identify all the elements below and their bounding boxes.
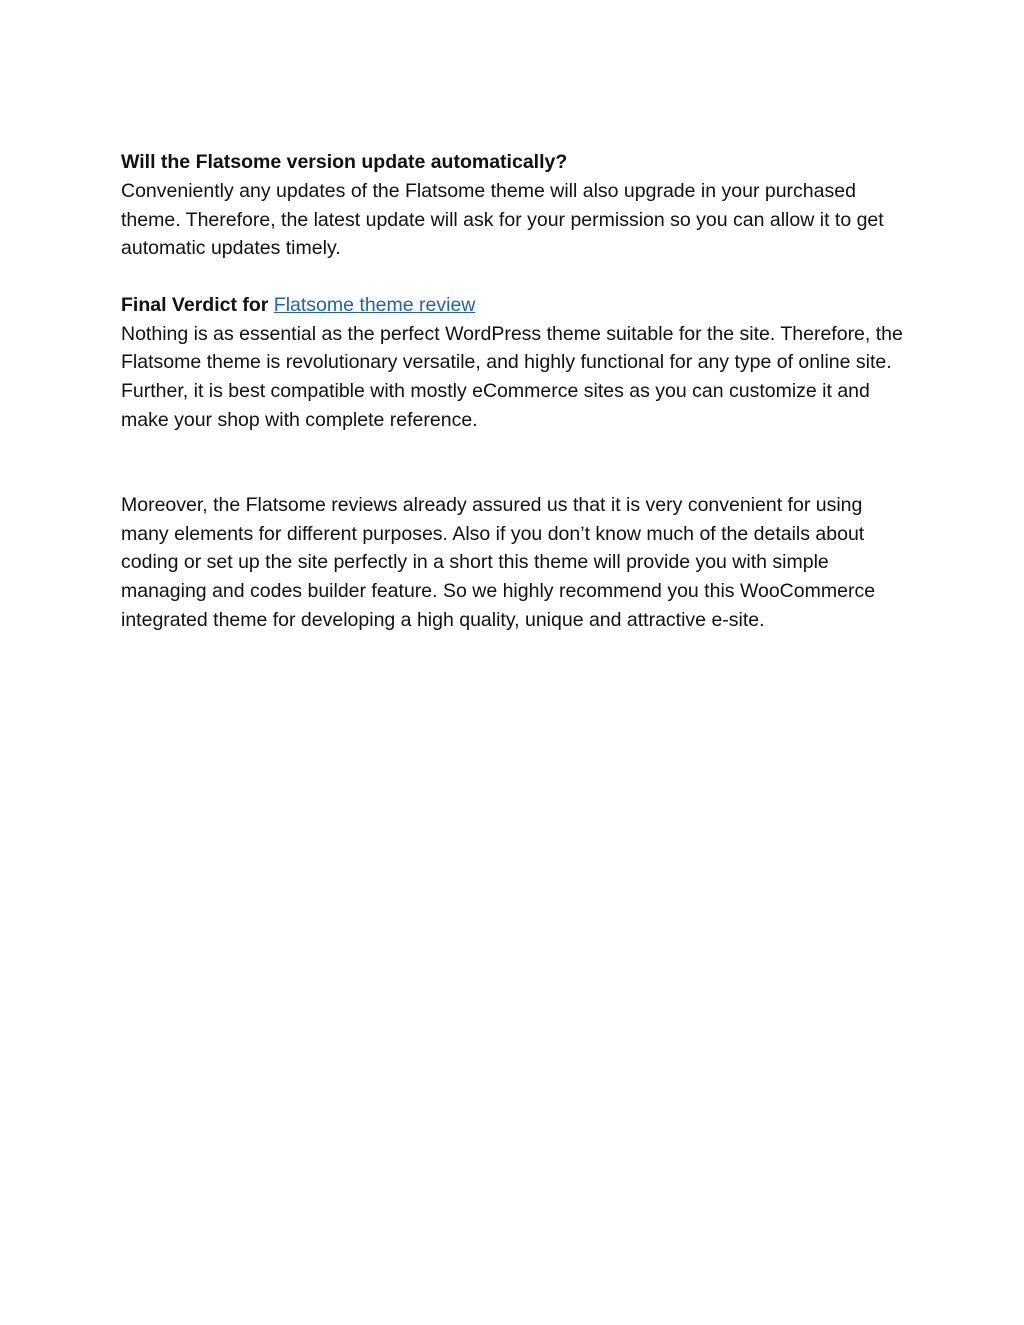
section-heading-auto-update: Will the Flatsome version update automatically? (121, 151, 568, 173)
document-page (121, 148, 911, 634)
final-verdict-label: Final Verdict for (121, 293, 274, 316)
section-heading-final-verdict (121, 291, 911, 320)
paragraph-spacer (121, 434, 911, 491)
flatsome-review-link[interactable]: Flatsome theme review (273, 293, 476, 316)
paragraph-final-verdict: Nothing is as essential as the perfect WordPress theme suitable for the site. Therefore, the Flatsome theme is revolutionary versatile, and highly functional for any type of online site. Further, it is best compatible with mostly eCommerce sites as you can customize it and make your shop with complete reference. (121, 322, 903, 431)
paragraph-moreover: Moreover, the Flatsome reviews already assured us that it is very convenient for using many elements for different purposes. Also if you don’t know much of the details about coding or set up the site perfectly in a short this theme will provide you with simple managing and codes builder feature. So we highly recommend you this WooCommerce integrated theme for developing a high quality, unique and attractive e-site. (121, 494, 876, 631)
paragraph-auto-update: Conveniently any updates of the Flatsome theme will also upgrade in your purchased theme. Therefore, the latest update will ask for your permission so you can allow it to get automatic updates timely. (121, 180, 884, 260)
paragraph-spacer (121, 263, 911, 291)
